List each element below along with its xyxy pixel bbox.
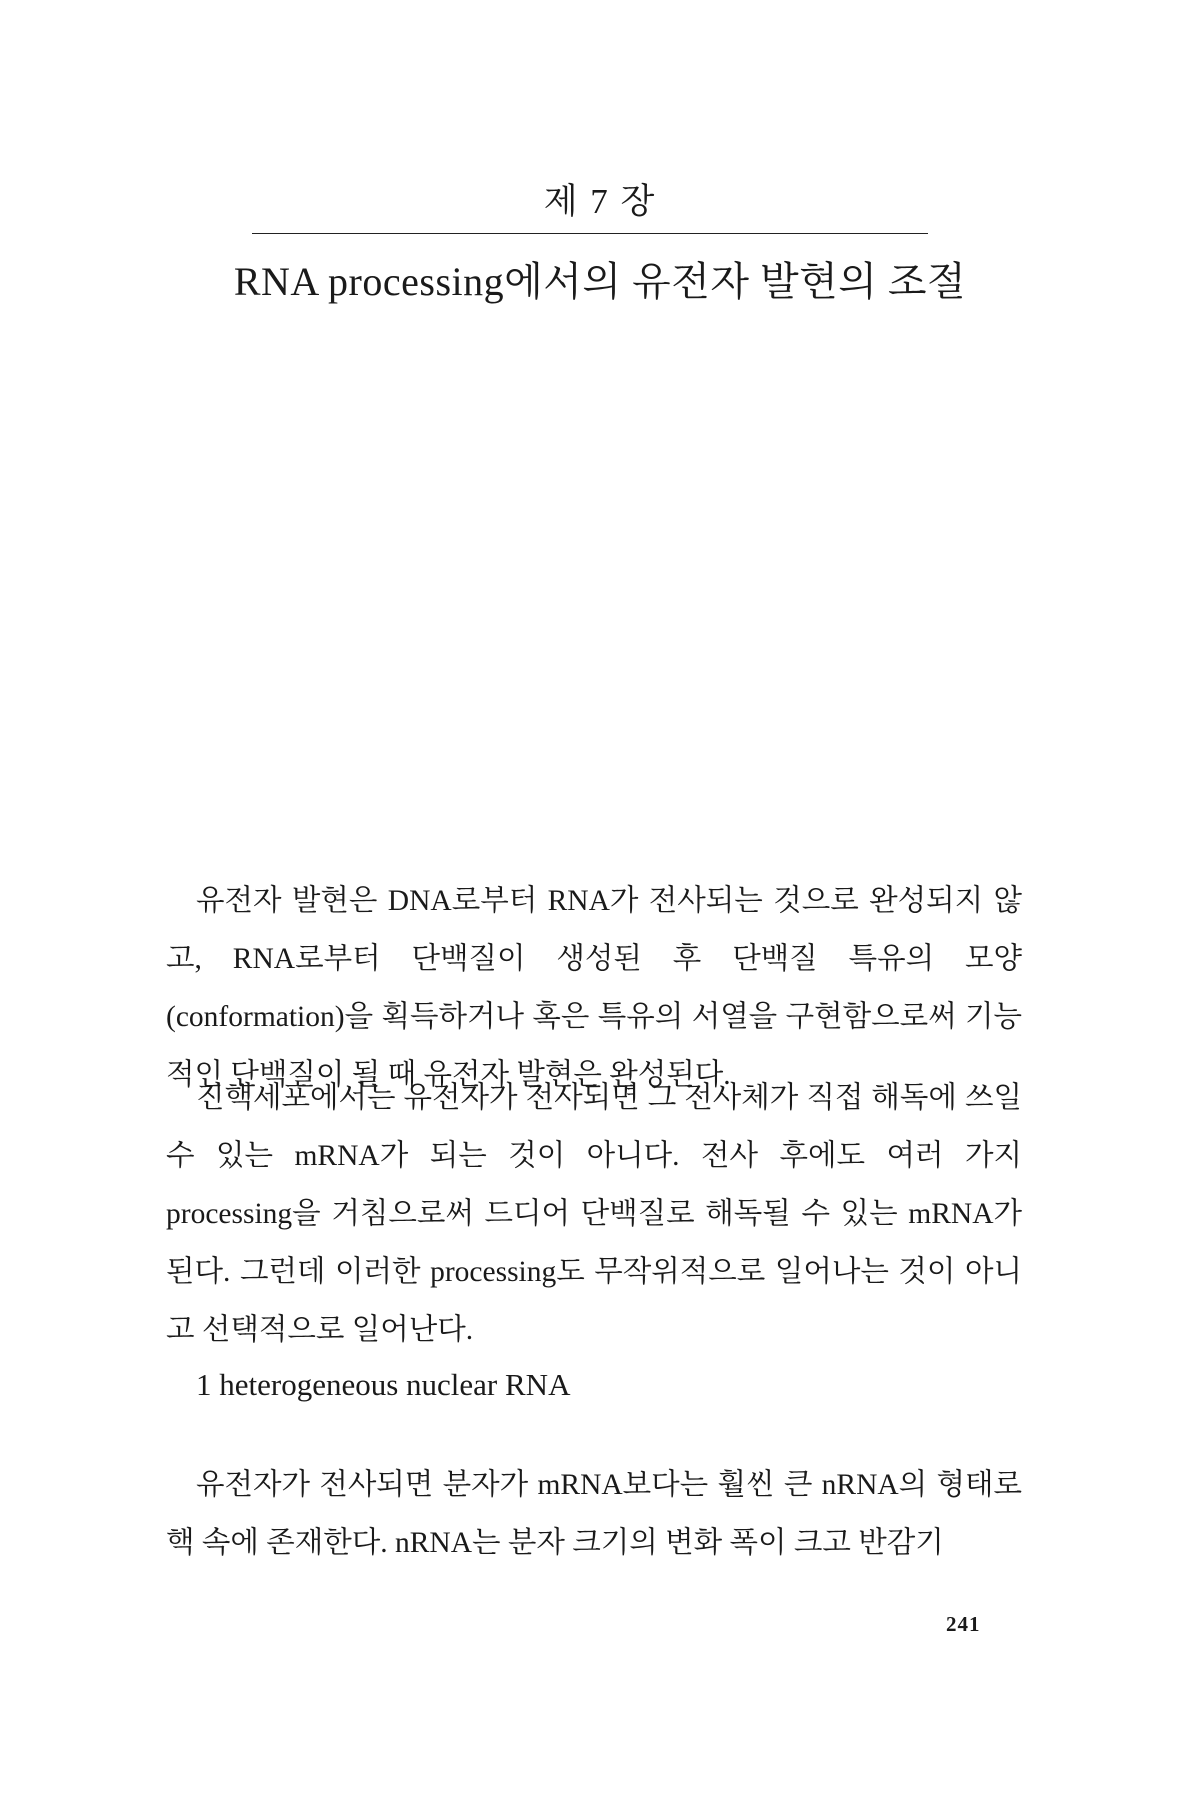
chapter-number: 제 7 장 bbox=[543, 182, 657, 221]
page-number: 241 bbox=[946, 1612, 981, 1636]
section-paragraph: 유전자가 전사되면 분자가 mRNA보다는 훨씬 큰 nRNA의 형태로 핵 속에 존재한다. nRNA는 분자 크기의 변화 폭이 크고 반감기 bbox=[166, 1469, 1022, 1559]
body-paragraph-2: 진핵세포에서는 유전자가 전사되면 그 전사체가 직접 해독에 쓰일 수 있는 mRNA가 되는 것이 아니다. 전사 후에도 여러 가지 processing을 거침으로써 드디어 단백질로 해독될 수 있는 mRNA가 된다. 그런데 이러한 processing도 무작위적으로 일어나는 것이 아니고 선택적으로 일어난다. bbox=[166, 1082, 1022, 1346]
chapter-title: RNA processing에서의 유전자 발현의 조절 bbox=[233, 259, 967, 304]
title-divider bbox=[252, 233, 928, 234]
section-heading: 1 heterogeneous nuclear RNA bbox=[196, 1367, 571, 1402]
body-paragraph-1: 유전자 발현은 DNA로부터 RNA가 전사되는 것으로 완성되지 않고, RNA로부터 단백질이 생성된 후 단백질 특유의 모양(conformation)을 획득하거나 혹은 특유의 서열을 구현함으로써 기능적인 단백질이 될 때 유전자 발현은 완성된다. bbox=[166, 885, 1022, 1091]
